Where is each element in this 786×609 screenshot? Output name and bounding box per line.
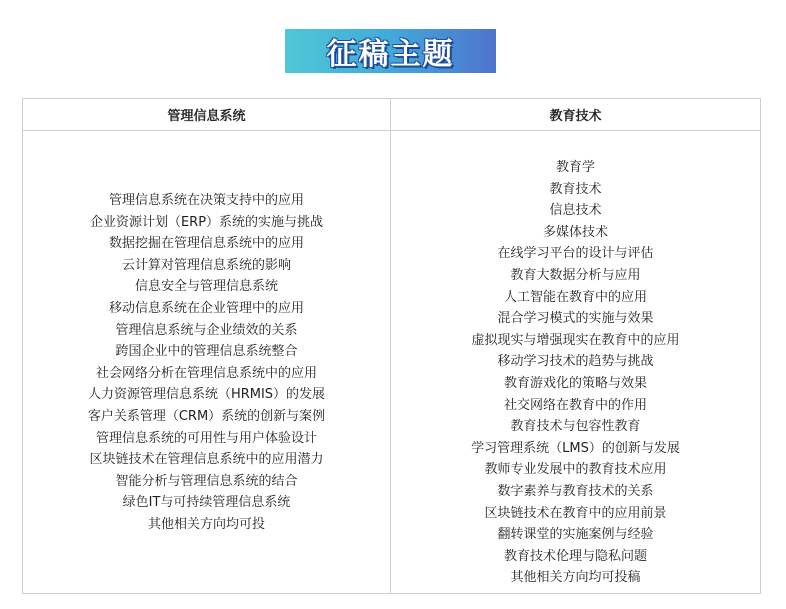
topic-item: 区块链技术在管理信息系统中的应用潜力 — [89, 452, 324, 468]
topic-item: 教育游戏化的策略与效果 — [503, 375, 647, 391]
topic-item: 信息技术 — [549, 203, 602, 219]
table-header-row — [23, 99, 761, 131]
topic-item: 在线学习平台的设计与评估 — [497, 246, 654, 262]
topic-item: 其他相关方向均可投 — [147, 516, 265, 532]
topic-item: 人工智能在教育中的应用 — [503, 289, 647, 305]
topic-item: 移动学习技术的趋势与挑战 — [497, 354, 654, 370]
banner-title: 征稿主题 — [326, 37, 455, 72]
topic-item: 客户关系管理（CRM）系统的创新与案例 — [87, 408, 326, 424]
topic-item: 混合学习模式的实施与效果 — [497, 311, 654, 327]
topic-item: 翻转课堂的实施案例与经验 — [497, 527, 654, 543]
topic-item: 跨国企业中的管理信息系统整合 — [115, 344, 298, 360]
topic-item: 信息安全与管理信息系统 — [134, 279, 278, 295]
topic-item: 区块链技术在教育中的应用前景 — [484, 505, 667, 521]
topic-item: 云计算对管理信息系统的影响 — [121, 257, 291, 273]
column-header-edtech: 教育技术 — [391, 99, 761, 131]
topic-item: 教师专业发展中的教育技术应用 — [484, 462, 667, 478]
topic-item: 人力资源管理信息系统（HRMIS）的发展 — [87, 387, 326, 403]
topic-item: 社会网络分析在管理信息系统中的应用 — [95, 365, 317, 381]
topic-item: 移动信息系统在企业管理中的应用 — [108, 300, 304, 316]
edtech-topics-cell — [391, 131, 761, 594]
topics-table — [22, 98, 761, 594]
table-body-row — [23, 131, 761, 594]
topic-item: 教育技术与包容性教育 — [510, 419, 641, 435]
topic-item: 管理信息系统与企业绩效的关系 — [115, 322, 298, 338]
topic-item: 管理信息系统的可用性与用户体验设计 — [95, 430, 317, 446]
topic-item: 学习管理系统（LMS）的创新与发展 — [471, 440, 680, 456]
topic-item: 教育大数据分析与应用 — [510, 267, 641, 283]
topic-item: 企业资源计划（ERP）系统的实施与挑战 — [89, 214, 324, 230]
topic-item: 智能分析与管理信息系统的结合 — [115, 473, 298, 489]
topic-item: 多媒体技术 — [542, 224, 608, 240]
column-header-mis: 管理信息系统 — [23, 99, 391, 131]
topic-item: 教育技术伦理与隐私问题 — [503, 548, 647, 564]
topic-item: 数字素养与教育技术的关系 — [497, 483, 654, 499]
topic-item: 管理信息系统在决策支持中的应用 — [108, 193, 304, 208]
section-banner — [285, 29, 496, 73]
mis-topics-cell — [23, 131, 391, 594]
topic-item: 其他相关方向均可投稿 — [510, 570, 641, 586]
topic-item: 教育技术 — [549, 181, 602, 197]
topic-item: 绿色IT与可持续管理信息系统 — [122, 495, 291, 511]
topic-item: 数据挖掘在管理信息系统中的应用 — [108, 236, 304, 252]
topic-item: 教育学 — [555, 160, 595, 175]
topic-item: 虚拟现实与增强现实在教育中的应用 — [471, 332, 680, 348]
topic-item: 社交网络在教育中的作用 — [503, 397, 647, 413]
